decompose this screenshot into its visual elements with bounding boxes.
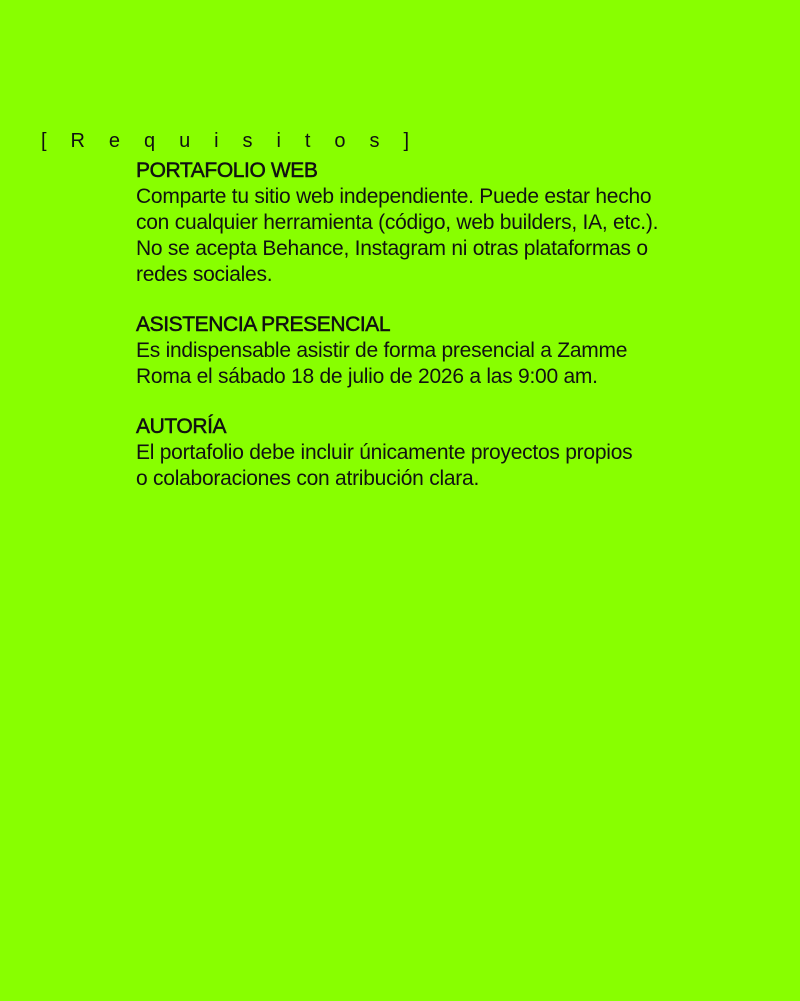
requirement-asistencia-presencial	[136, 312, 736, 390]
description-line: con cualquier herramienta (código, web builders, IA, etc.).	[136, 211, 659, 234]
description-line: El portafolio debe incluir únicamente proyectos propios	[136, 441, 633, 464]
requirement-autoria	[136, 414, 736, 492]
requirement-description	[136, 184, 736, 288]
requirement-description	[136, 440, 736, 492]
requirement-description	[136, 338, 736, 390]
description-line: Es indispensable asistir de forma presencial a Zamme	[136, 339, 628, 362]
description-line: redes sociales.	[136, 263, 273, 286]
requirements-list	[136, 158, 736, 516]
requirement-title: ASISTENCIA PRESENCIAL	[136, 313, 391, 336]
requirement-title: AUTORÍA	[136, 415, 227, 438]
description-line: No se acepta Behance, Instagram ni otras plataformas o	[136, 237, 648, 260]
requirement-title: PORTAFOLIO WEB	[136, 159, 318, 182]
description-line: Roma el sábado 18 de julio de 2026 a las 9:00 am.	[136, 365, 598, 388]
description-line: Comparte tu sitio web independiente. Puede estar hecho	[136, 185, 652, 208]
description-line: o colaboraciones con atribución clara.	[136, 467, 480, 490]
requirement-portafolio-web	[136, 158, 736, 288]
section-tag: [ R e q u i s i t o s ]	[41, 130, 419, 152]
